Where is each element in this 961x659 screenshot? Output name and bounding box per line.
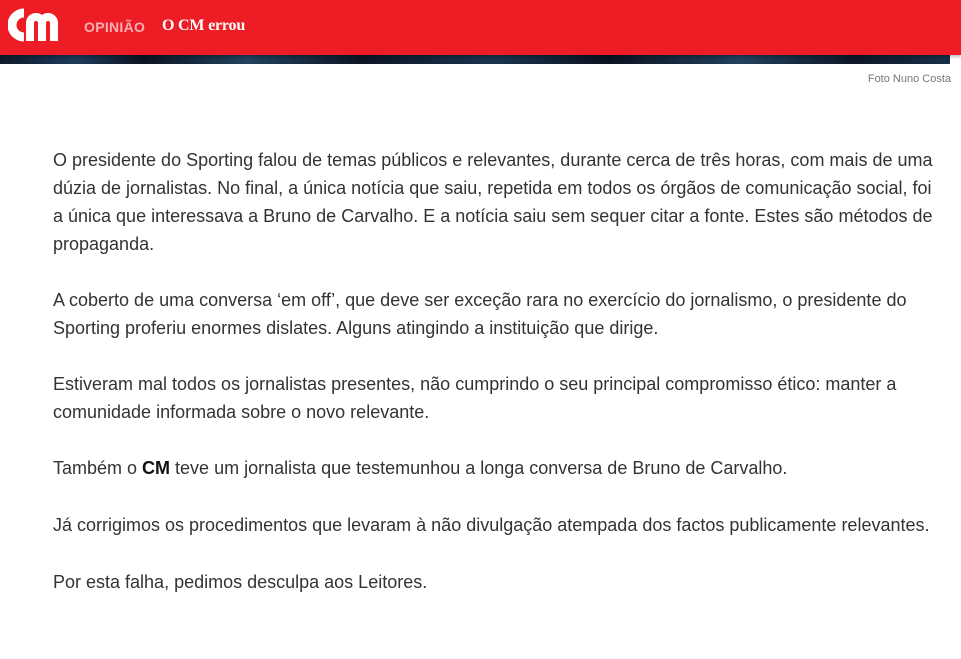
paragraph-4-lead: Também o — [53, 458, 143, 478]
photo-credit: Foto Nuno Costa — [867, 73, 951, 85]
paragraph-4-rest: teve um jornalista que testemunhou a longa conversa de Bruno de Carvalho. — [170, 458, 788, 478]
article-paragraph-6: Por esta falha, pedimos desculpa aos Leitores. — [53, 572, 428, 592]
article-paragraph-2: A coberto de uma conversa ‘em off’, que deve ser exceção rara no exercício do jornalismo, o presidente do Sporting proferiu enormes dislates. Alguns atingindo a instituição que dirige. — [53, 290, 907, 338]
section-link-opiniao[interactable]: OPINIÃO — [84, 19, 146, 35]
article-body — [53, 146, 933, 624]
page-title-link[interactable]: O CM errou — [162, 17, 246, 34]
article-paragraph-4 — [53, 454, 933, 482]
site-header — [0, 0, 961, 55]
article-paragraph-5: Já corrigimos os procedimentos que levaram à não divulgação atempada dos factos publicamente relevantes. — [53, 515, 930, 535]
cm-brand-mention: CM — [142, 458, 171, 478]
article-photo — [0, 55, 950, 64]
cm-logo[interactable] — [8, 8, 70, 42]
article-paragraph-1: O presidente do Sporting falou de temas públicos e relevantes, durante cerca de três horas, com mais de uma dúzia de jornalistas. No final, a única notícia que saiu, repetida em todos os órgãos de comunicação social, foi a única que interessava a Bruno de Carvalho. E a notícia saiu sem sequer citar a fonte. Estes são métodos de propaganda. — [53, 150, 933, 254]
article-paragraph-3: Estiveram mal todos os jornalistas presentes, não cumprindo o seu principal compromisso ético: manter a comunidade informada sobre o novo relevante. — [53, 374, 897, 422]
